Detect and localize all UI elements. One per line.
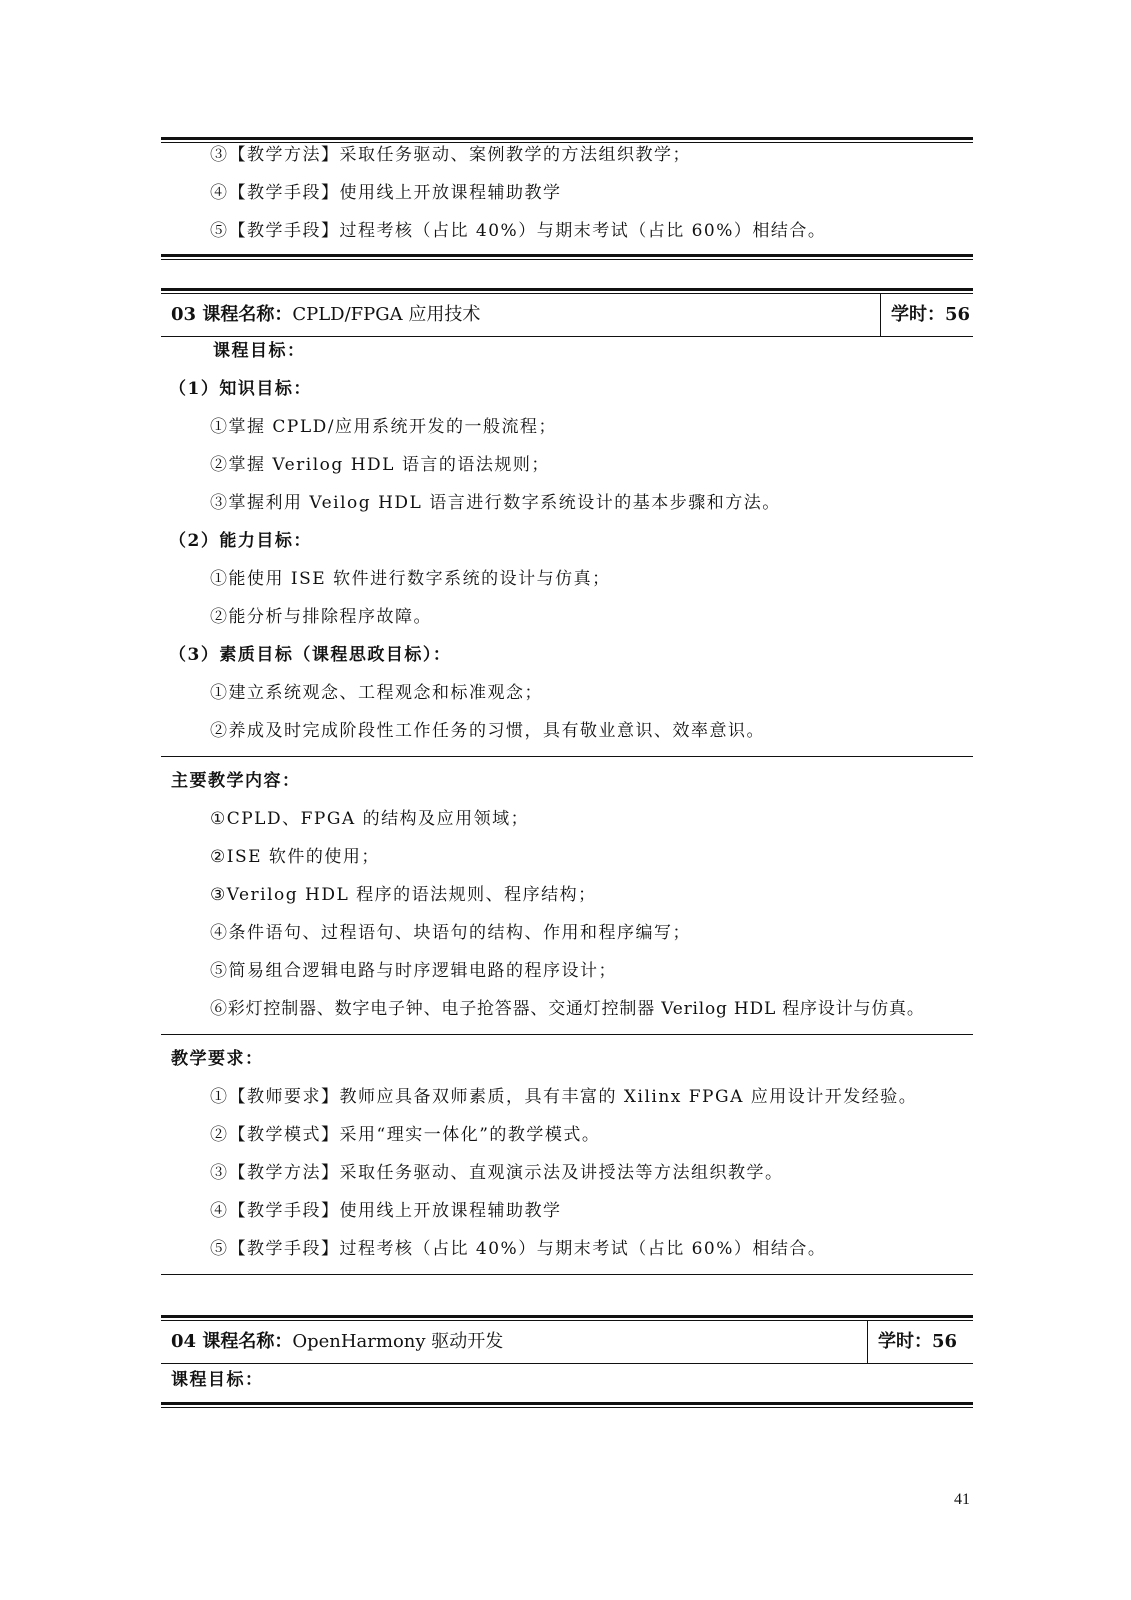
- knowledge-item: ②掌握 Verilog HDL 语言的语法规则；: [210, 455, 550, 475]
- quality-item: ①建立系统观念、工程观念和标准观念；: [210, 683, 543, 703]
- content-item: ⑤简易组合逻辑电路与时序逻辑电路的程序设计；: [210, 961, 617, 981]
- course-04-header: [161, 1321, 973, 1364]
- course-name: OpenHarmony 驱动开发: [292, 1331, 504, 1352]
- content-item: ②ISE 软件的使用；: [210, 847, 380, 867]
- course-name: CPLD/FPGA 应用技术: [292, 304, 481, 325]
- section-divider: [161, 756, 973, 757]
- req-item: ②【教学模式】采用“理实一体化”的教学模式。: [210, 1125, 601, 1145]
- course-03-header: [161, 294, 973, 337]
- req-item: ⑤【教学手段】过程考核（占比 40%）与期末考试（占比 60%）相结合。: [210, 1239, 827, 1259]
- req-item: ④【教学手段】使用线上开放课程辅助教学: [210, 183, 562, 203]
- content-item: ③Verilog HDL 程序的语法规则、程序结构；: [210, 885, 597, 905]
- content-item: ①CPLD、FPGA 的结构及应用领域；: [210, 809, 530, 829]
- req-item: ③【教学方法】采取任务驱动、直观演示法及讲授法等方法组织教学。: [210, 1163, 784, 1183]
- req-item: ①【教师要求】教师应具备双师素质，具有丰富的 Xilinx FPGA 应用设计开发经验。: [210, 1087, 918, 1107]
- bottom-double-rule: [161, 1402, 973, 1408]
- course-03-hours-cell: [880, 294, 973, 336]
- knowledge-item: ③掌握利用 Veilog HDL 语言进行数字系统设计的基本步骤和方法。: [210, 493, 781, 513]
- section-divider: [161, 1034, 973, 1035]
- course-hours: 学时：56: [878, 1331, 958, 1352]
- goals-title: 课程目标：: [171, 1370, 264, 1390]
- course-04-hours-cell: [867, 1321, 973, 1363]
- req-item: ③【教学方法】采取任务驱动、案例教学的方法组织教学；: [210, 145, 691, 165]
- course-hours: 学时：56: [891, 304, 971, 325]
- knowledge-item: ①掌握 CPLD/应用系统开发的一般流程；: [210, 417, 557, 437]
- page-number: 41: [954, 1491, 970, 1508]
- knowledge-title: （1）知识目标：: [169, 379, 312, 399]
- course-04-name-cell: [171, 1330, 503, 1354]
- section-end-double-rule: [161, 254, 973, 260]
- content-title: 主要教学内容：: [171, 771, 301, 791]
- content-item: ④条件语句、过程语句、块语句的结构、作用和程序编写；: [210, 923, 691, 943]
- quality-item: ②养成及时完成阶段性工作任务的习惯，具有敬业意识、效率意识。: [210, 721, 765, 741]
- req-item: ④【教学手段】使用线上开放课程辅助教学: [210, 1201, 562, 1221]
- quality-title: （3）素质目标（课程思政目标）：: [169, 645, 452, 665]
- ability-item: ②能分析与排除程序故障。: [210, 607, 432, 627]
- section-end-rule: [161, 1274, 973, 1275]
- course-name-label: 03 课程名称：: [171, 304, 293, 325]
- course-name-label: 04 课程名称：: [171, 1331, 293, 1352]
- req-item: ⑤【教学手段】过程考核（占比 40%）与期末考试（占比 60%）相结合。: [210, 221, 827, 241]
- course-03-name-cell: [171, 303, 480, 327]
- ability-item: ①能使用 ISE 软件进行数字系统的设计与仿真；: [210, 569, 611, 589]
- content-item: ⑥彩灯控制器、数字电子钟、电子抢答器、交通灯控制器 Verilog HDL 程序设计与仿真。: [210, 999, 925, 1019]
- goals-title: 课程目标：: [213, 341, 306, 361]
- ability-title: （2）能力目标：: [169, 531, 312, 551]
- req-title: 教学要求：: [171, 1049, 264, 1069]
